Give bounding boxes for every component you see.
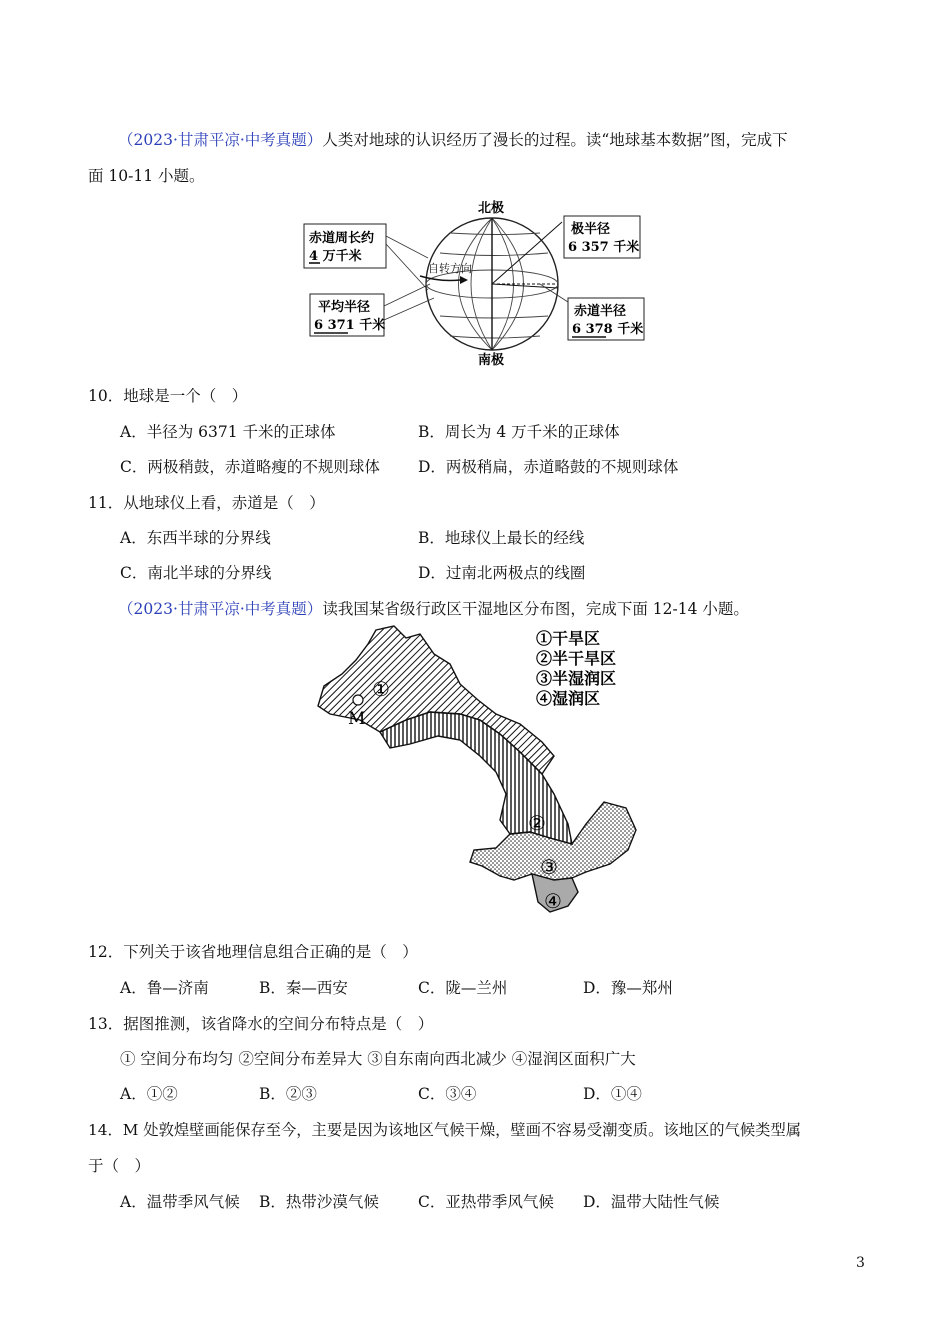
page-number: 3 xyxy=(856,1255,865,1271)
q12-stem: 12．下列关于该省地理信息组合正确的是（ ） xyxy=(88,943,418,961)
intro2-source: （2023·甘肃平凉·中考真题） xyxy=(118,600,323,618)
legend-arid: ①干旱区 xyxy=(536,629,601,648)
q13-option-d[interactable]: D．①④ xyxy=(583,1085,642,1103)
q12-option-b[interactable]: B．秦—西安 xyxy=(259,979,348,997)
north-pole-label: 北极 xyxy=(478,201,505,216)
polar-radius-label: 极半径 xyxy=(571,222,611,237)
q10-stem: 10．地球是一个（ ） xyxy=(88,387,248,405)
legend-semi-humid: ③半湿润区 xyxy=(536,669,617,688)
q13-option-a[interactable]: A．①② xyxy=(120,1085,178,1103)
q14-stem-line2: 于（ ） xyxy=(88,1157,151,1175)
zone3-label: ③ xyxy=(540,855,558,879)
q14-option-a[interactable]: A．温带季风气候 xyxy=(120,1193,240,1211)
intro1-source: （2023·甘肃平凉·中考真题） xyxy=(118,131,323,149)
q10-option-b[interactable]: B．周长为 4 万千米的正球体 xyxy=(418,423,620,441)
q14-stem-line1: 14．M 处敦煌壁画能保存至今，主要是因为该地区气候干燥，壁画不容易受潮变质。该地区的气候类型属 xyxy=(88,1121,802,1139)
equatorial-radius-label: 赤道半径 xyxy=(574,304,627,319)
q14-option-d[interactable]: D．温带大陆性气候 xyxy=(583,1193,720,1211)
legend-humid: ④湿润区 xyxy=(536,689,601,708)
province-map xyxy=(310,624,650,916)
zone4-label: ④ xyxy=(544,889,562,913)
polar-radius-value: 6 357 千米 xyxy=(568,240,640,255)
q11-option-a[interactable]: A．东西半球的分界线 xyxy=(120,529,271,547)
earth-figure xyxy=(300,198,650,370)
point-m-label: M xyxy=(348,709,366,729)
q11-option-d[interactable]: D．过南北两极点的线圈 xyxy=(418,564,586,582)
q13-stem: 13．据图推测，该省降水的空间分布特点是（ ） xyxy=(88,1015,434,1033)
rotation-label: 自转方向 xyxy=(428,262,472,275)
q11-option-b[interactable]: B．地球仪上最长的经线 xyxy=(418,529,585,547)
q13-option-c[interactable]: C．③④ xyxy=(418,1085,477,1103)
zone1-label: ① xyxy=(372,677,390,701)
intro1-line2: 面 10-11 小题。 xyxy=(88,167,205,185)
q10-option-c[interactable]: C．两极稍鼓，赤道略瘦的不规则球体 xyxy=(120,458,380,476)
equatorial-radius-value: 6 378 千米 xyxy=(572,322,644,337)
circumference-label: 赤道周长约 xyxy=(309,231,375,246)
q11-option-c[interactable]: C．南北半球的分界线 xyxy=(120,564,272,582)
mean-radius-value: 6 371 千米 xyxy=(314,318,386,333)
intro1-line1 xyxy=(118,128,788,150)
zone2-label: ② xyxy=(528,811,546,835)
q11-stem: 11．从地球仪上看，赤道是（ ） xyxy=(88,494,325,512)
south-pole-label: 南极 xyxy=(478,353,505,368)
q12-option-a[interactable]: A．鲁—济南 xyxy=(120,979,209,997)
q12-option-d[interactable]: D．豫—郑州 xyxy=(583,979,673,997)
intro2-text: 读我国某省级行政区干湿地区分布图，完成下面 12-14 小题。 xyxy=(322,600,749,618)
q12-option-c[interactable]: C．陇—兰州 xyxy=(418,979,508,997)
intro1-text: 人类对地球的认识经历了漫长的过程。读“地球基本数据”图，完成下 xyxy=(322,131,788,149)
q10-option-a[interactable]: A．半径为 6371 千米的正球体 xyxy=(120,423,336,441)
q14-option-c[interactable]: C．亚热带季风气候 xyxy=(418,1193,554,1211)
intro2-line xyxy=(118,597,749,619)
point-m-marker xyxy=(353,695,363,705)
legend-semi-arid: ②半干旱区 xyxy=(536,649,617,668)
q13-items: ① 空间分布均匀 ②空间分布差异大 ③自东南向西北减少 ④湿润区面积广大 xyxy=(120,1050,636,1068)
mean-radius-label: 平均半径 xyxy=(318,300,371,315)
q14-option-b[interactable]: B．热带沙漠气候 xyxy=(259,1193,379,1211)
q10-option-d[interactable]: D．两极稍扁，赤道略鼓的不规则球体 xyxy=(418,458,679,476)
q13-option-b[interactable]: B．②③ xyxy=(259,1085,317,1103)
circumference-value: 4 万千米 xyxy=(309,249,362,264)
